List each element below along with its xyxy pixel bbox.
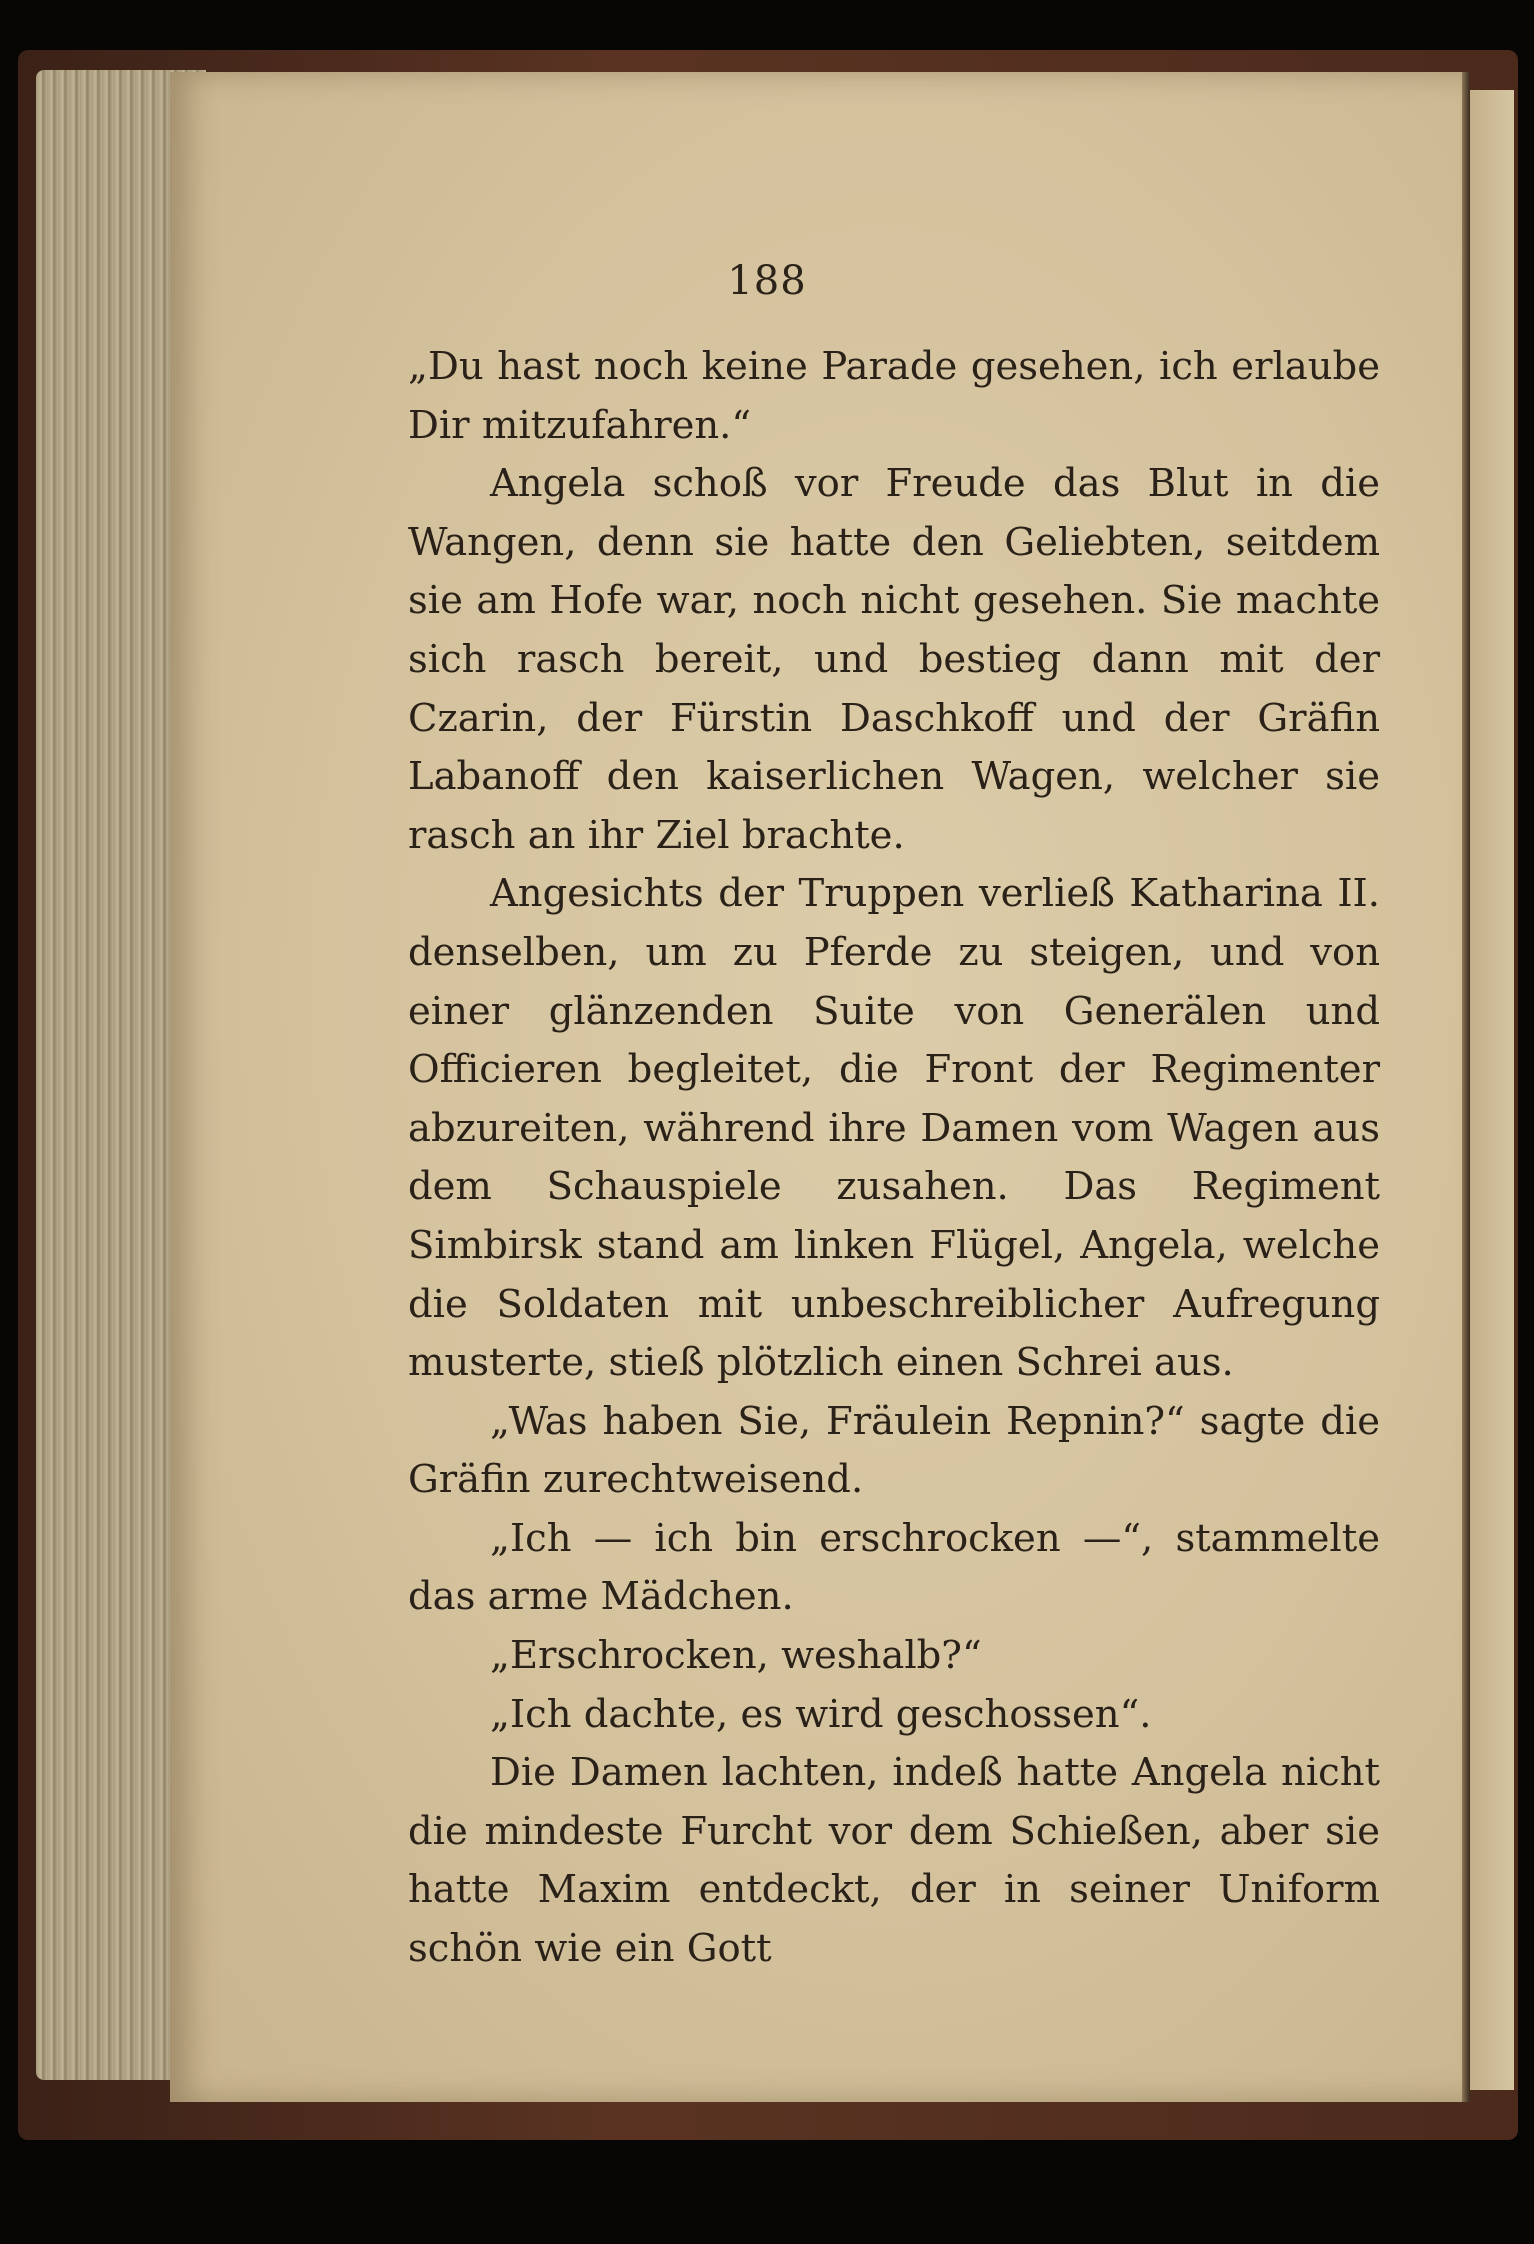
paragraph: „Was haben Sie, Fräulein Repnin?“ sagte die Gräfin zurechtweisend. <box>408 1398 1380 1503</box>
paragraph: „Erschrocken, weshalb?“ <box>490 1633 982 1679</box>
paragraph: Die Damen lachten, indeß hatte Angela nicht die mindeste Furcht vor dem Schießen, aber sie hatte Maxim entdeckt, der in seiner Uniform schön wie ein Gott <box>408 1750 1380 1972</box>
paragraph: „Ich dachte, es wird geschossen“. <box>490 1691 1152 1737</box>
book-gutter <box>1462 72 1470 2102</box>
page-text <box>408 338 1380 1979</box>
paragraph: Angesichts der Truppen verließ Katharina II. denselben, um zu Pferde zu steigen, und von einer glänzenden Suite von Generälen und Officieren begleitet, die Front der Regimenter abzureiten, während ihre Damen vom Wagen aus dem Schauspiele zusahen. Das Regiment Simbirsk stand am linken Flügel, Angela, welche die Soldaten mit unbeschreiblicher Aufregung musterte, stieß plötzlich einen Schrei aus. <box>408 871 1380 1386</box>
paragraph: „Ich — ich bin erschrocken —“, stammelte das arme Mädchen. <box>408 1515 1380 1620</box>
page-number: 188 <box>727 258 807 304</box>
facing-page-edge <box>1470 90 1514 2090</box>
paragraph: „Du hast noch keine Parade gesehen, ich erlaube Dir mitzufahren.“ <box>408 344 1380 448</box>
paragraph: Angela schoß vor Freude das Blut in die Wangen, denn sie hatte den Geliebten, seitdem sie am Hofe war, noch nicht gesehen. Sie machte sich rasch bereit, und bestieg dann mit der Czarin, der Fürstin Daschkoff und der Gräfin Labanoff den kaiserlichen Wagen, welcher sie rasch an ihr Ziel brachte. <box>408 461 1380 858</box>
